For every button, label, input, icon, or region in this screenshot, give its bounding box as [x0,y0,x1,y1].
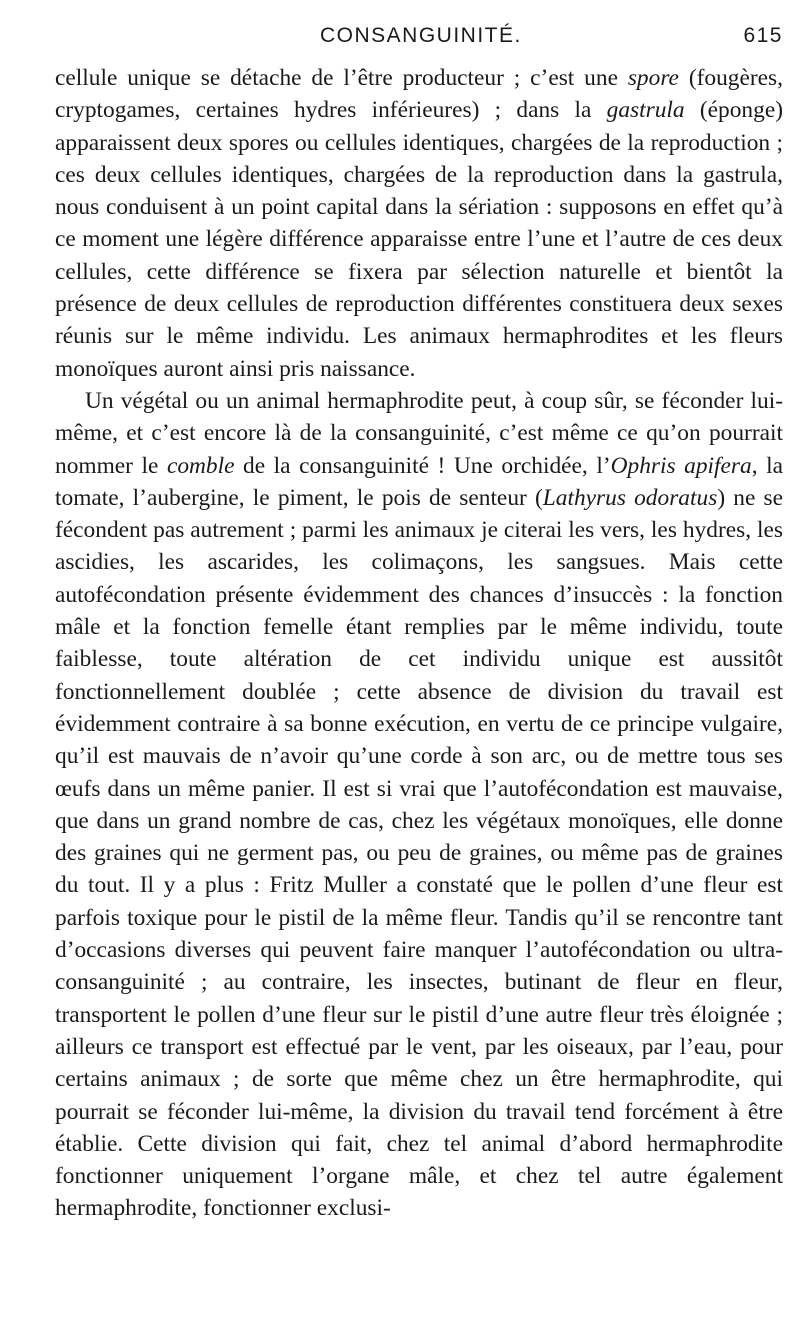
text-run: (fougères, cryptogames, certaines hydres inférieures) ; dans la [55,65,783,124]
italic-term: Ophris apifera [610,452,752,479]
body-text [55,62,783,1225]
text-run: cellule unique se détache de l’être producteur ; c’est une [55,65,628,91]
text-run: (éponge) apparaissent deux spores ou cellules identiques, chargées de la reproduction ; ces deux cellules identiques, chargées de la reproduction dans la gastrula, nous conduisent à un point capital dans la sériation : supposons en effet qu’à ce moment une légère différence apparaisse entre l’une et l’autre de ces deux cellules, cette différence se fixera par sélection naturelle et bientôt la présence de deux cellules de reproduction différentes constituera deux sexes réunis sur le même individu. Les animaux hermaphrodites et les fleurs monoïques auront ainsi pris naissance. [55,97,783,382]
italic-term: spore [627,65,679,91]
paragraph [55,385,783,1225]
book-page [55,14,783,1225]
text-run: Un végétal ou un animal hermaphrodite peut, à coup sûr, se féconder lui-même, et c’est encore là de la consanguinité, c’est même ce qu’on pourrait nommer le [55,387,783,479]
paragraph [55,62,783,385]
text-run: ) ne se fécondent pas autrement ; parmi les animaux je citerai les vers, les hydres, les ascidies, les ascarides, les colimaçons, les sangsues. Mais cette autofécondation présente évidemment des chances d’insuccès : la fonction mâle et la fonction femelle étant remplies par le même individu, toute faiblesse, toute altération de cet individu unique est aussitôt fonctionnellement doublée ; cette absence de division du travail est évidemment contraire à sa bonne exécution, en vertu de ce principe vulgaire, qu’il est mauvais de n’avoir qu’une corde à son arc, ou de mettre tous ses œufs dans un même panier. Il est si vrai que l’autofécondation est mauvaise, que dans un grand nombre de cas, chez les végétaux monoïques, elle donne des graines qui ne germent pas, ou peu de graines, ou même pas de graines du tout. Il y a plus : Fritz Muller a constaté que le pollen d’une fleur est parfois toxique pour le pistil de la même fleur. Tandis qu’il se rencontre tant d’occasions diverses qui peuvent faire manquer l’autofécondation ou ultra-consanguinité ; au contraire, les insectes, butinant de fleur en fleur, transportent le pollen d’une fleur sur le pistil d’une autre fleur très éloignée ; ailleurs ce transport est effectué par le vent, par les oiseaux, par l’eau, pour certains animaux ; de sorte que même chez un être hermaphrodite, qui pourrait se féconder lui-même, la division du travail tend forcément à être établie. Cette division qui fait, chez tel animal d’abord hermaphrodite fonctionner uniquement l’organe mâle, et chez tel autre également hermaphrodite, fonctionner exclusi- [55,484,784,1222]
italic-term: gastrula [606,97,685,124]
text-run: , la tomate, l’aubergine, le piment, le pois de senteur ( [55,452,783,511]
italic-term: comble [166,452,235,479]
italic-term: Lathyrus odoratus [542,484,718,511]
page-number: 615 [743,24,783,47]
text-run: de la consanguinité ! Une orchidée, l’ [234,452,611,479]
running-head [55,14,783,54]
running-title: CONSANGUINITÉ. [320,24,522,47]
